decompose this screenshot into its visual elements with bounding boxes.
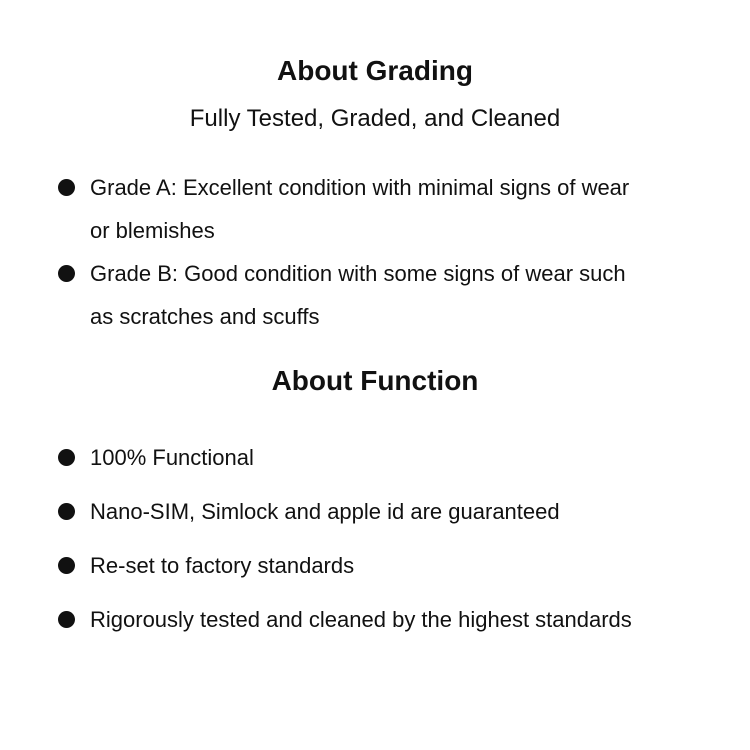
bullet-circle-icon <box>58 265 75 282</box>
bullet-circle-icon <box>58 179 75 196</box>
list-item-text: Grade B: Good condition with some signs of wear such as scratches and scuffs <box>90 261 626 329</box>
list-item-text: Nano-SIM, Simlock and apple id are guaranteed <box>90 499 560 524</box>
list-item <box>58 490 750 533</box>
list-item-text: 100% Functional <box>90 445 254 470</box>
section-grading <box>0 56 750 338</box>
bullet-circle-icon <box>58 449 75 466</box>
list-item <box>58 252 750 338</box>
list-item <box>58 436 750 479</box>
bullet-circle-icon <box>58 611 75 628</box>
function-list <box>0 436 750 641</box>
list-item-text: Rigorously tested and cleaned by the highest standards <box>90 607 632 632</box>
list-item-text: Re-set to factory standards <box>90 553 355 578</box>
bullet-circle-icon <box>58 503 75 520</box>
section-function <box>0 366 750 641</box>
grading-list <box>0 166 750 338</box>
list-item <box>58 598 750 641</box>
grading-section-title: About Grading <box>277 55 473 86</box>
bullet-circle-icon <box>58 557 75 574</box>
grading-section-subtitle: Fully Tested, Graded, and Cleaned <box>189 105 561 132</box>
function-section-title: About Function <box>271 365 479 396</box>
list-item <box>58 544 750 587</box>
list-item <box>58 166 750 252</box>
list-item-text: Grade A: Excellent condition with minimal signs of wear or blemishes <box>90 175 630 243</box>
